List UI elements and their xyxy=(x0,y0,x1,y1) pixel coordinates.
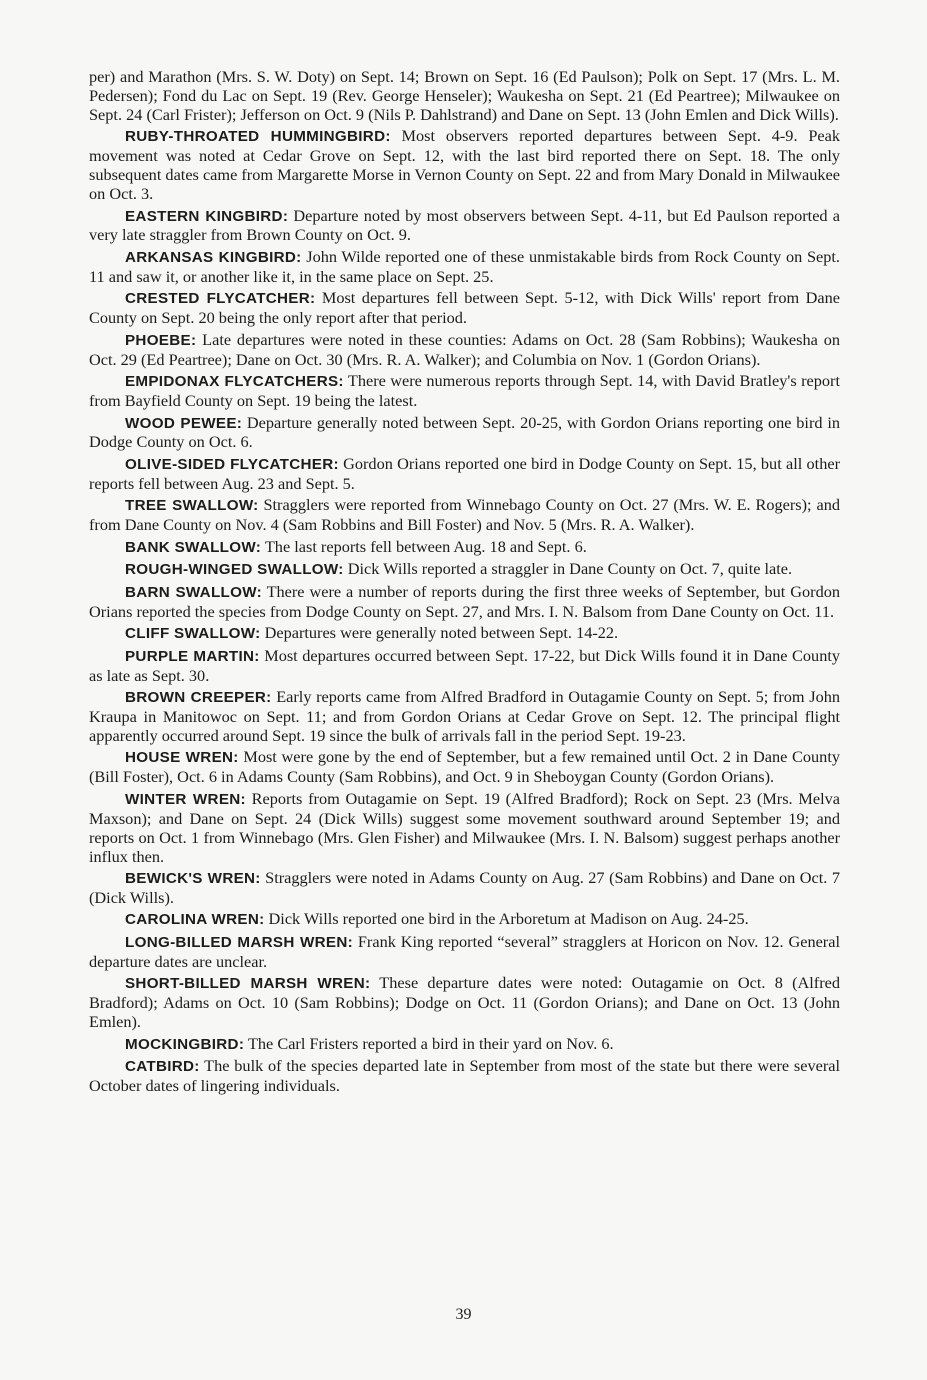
species-entry xyxy=(89,538,840,558)
species-entry xyxy=(89,910,840,930)
species-text: The Carl Fristers reported a bird in their yard on Nov. 6. xyxy=(244,1033,614,1053)
species-entry xyxy=(89,455,840,494)
species-text: Stragglers were noted in Adams County on Aug. 27 (Sam Robbins) and Dane on Oct. 7 (Dick Wills). xyxy=(89,868,840,907)
species-entry xyxy=(89,933,840,972)
species-text: Departure noted by most observers between Sept. 4-11, but Ed Paulson reported a very late straggler from Brown County on Oct. 9. xyxy=(89,205,840,245)
opening-paragraph: per) and Marathon (Mrs. S. W. Doty) on Sept. 14; Brown on Sept. 16 (Ed Paulson); Polk on Sept. 17 (Mrs. L. M. Pedersen); Fond du Lac on Sept. 19 (Rev. George Henseler); Waukesha on Sept. 21 (Ed Peartree); Milwaukee on Sept. 24 (Carl Frister); Jefferson on Oct. 9 (Nils P. Dahlstrand) and Dane on Sept. 13 (John Emlen and Dick Wills). xyxy=(89,67,840,124)
species-text: Departure generally noted between Sept. 20-25, with Gordon Orians reporting one bird in Dodge County on Oct. 6. xyxy=(89,412,840,452)
species-name: PURPLE MARTIN: xyxy=(125,647,260,665)
species-name: PHOEBE: xyxy=(125,331,197,349)
species-name: BROWN CREEPER: xyxy=(125,689,272,707)
species-entry xyxy=(89,688,840,746)
species-name: CAROLINA WREN: xyxy=(125,911,265,929)
species-entry xyxy=(89,560,840,580)
species-text: Gordon Orians reported one bird in Dodge County on Sept. 15, but all other reports fell between Aug. 23 and Sept. 5. xyxy=(89,453,840,493)
species-name: MOCKINGBIRD: xyxy=(125,1035,245,1053)
species-entry xyxy=(89,289,840,328)
species-text: The bulk of the species departed late in September from most of the state but there were several October dates of lingering individuals. xyxy=(89,1056,840,1096)
species-name: BANK SWALLOW: xyxy=(125,538,262,556)
species-entry xyxy=(89,414,840,453)
species-entry xyxy=(89,248,840,287)
species-entry xyxy=(89,624,840,644)
species-entry xyxy=(89,790,840,867)
species-text: Early reports came from Alfred Bradford in Outagamie County on Sept. 5; from John Kraupa in Manitowoc on Sept. 11; and from Gordon Orians at Cedar Grove on Sept. 12. The principal flight apparently occurred around Sept. 19 since the bulk of arrivals fall in the period Sept. 19-23. xyxy=(89,687,841,745)
species-name: ROUGH-WINGED SWALLOW: xyxy=(125,561,344,579)
species-text: Most departures fell between Sept. 5-12, with Dick Wills' report from Dane County on Sept. 20 being the only report after that period. xyxy=(89,288,840,328)
species-text: Dick Wills reported one bird in the Arboretum at Madison on Aug. 24-25. xyxy=(264,909,749,929)
species-text: Stragglers were reported from Winnebago County on Oct. 27 (Mrs. W. E. Rogers); and from Dane County on Nov. 4 (Sam Robbins and Bill Foster) and Nov. 5 (Mrs. R. A. Walker). xyxy=(89,495,840,535)
species-name: CATBIRD: xyxy=(125,1058,200,1076)
species-entry xyxy=(89,869,840,908)
species-entry xyxy=(89,583,840,622)
species-text: Most departures occurred between Sept. 17-22, but Dick Wills found it in Dane County as late as Sept. 30. xyxy=(89,645,840,685)
species-entry xyxy=(89,974,840,1032)
species-text: These departure dates were noted: Outagamie on Oct. 8 (Alfred Bradford); Adams on Oct. 10 (Sam Robbins); Dodge on Oct. 11 (Gordon Orians); and Dane on Oct. 13 (John Emlen). xyxy=(89,973,841,1032)
species-entry xyxy=(89,647,840,686)
species-name: WINTER WREN: xyxy=(125,790,246,808)
species-text: There were a number of reports during the first three weeks of September, but Gordon Orians reported the species from Dodge County on Sept. 27, and Mrs. I. N. Balsom from Dane County on Oct. 11. xyxy=(89,581,840,621)
species-entries xyxy=(89,127,840,1096)
species-text: John Wilde reported one of these unmistakable birds from Rock County on Sept. 11 and saw it, or another like it, in the same place on Sept. 25. xyxy=(89,246,840,286)
species-name: TREE SWALLOW: xyxy=(125,497,259,515)
species-text: Reports from Outagamie on Sept. 19 (Alfred Bradford); Rock on Sept. 23 (Mrs. Melva Maxson); and Dane on Sept. 24 (Dick Wills) suggest some movement southward around September 19; and reports on Oct. 1 from Winnebago (Mrs. Glen Fisher) and Milwaukee (Mrs. I. N. Balsom) suggest perhaps another influx then. xyxy=(89,788,840,866)
species-entry xyxy=(89,372,840,411)
species-entry xyxy=(89,496,840,535)
species-name: WOOD PEWEE: xyxy=(125,414,243,432)
species-entry xyxy=(89,331,840,370)
species-name: EMPIDONAX FLYCATCHERS: xyxy=(125,373,344,391)
species-entry xyxy=(89,207,840,246)
document-body xyxy=(89,68,840,1099)
species-name: ARKANSAS KINGBIRD: xyxy=(125,248,302,266)
species-text: Most observers reported departures between Sept. 4-9. Peak movement was noted at Cedar Grove on Sept. 12, with the last bird reported there on Sept. 18. The only subsequent dates came from Margarette Morse in Vernon County on Sept. 22 and from Mary Donald in Milwaukee on Oct. 3. xyxy=(89,126,840,204)
species-entry xyxy=(89,748,840,787)
species-name: CLIFF SWALLOW: xyxy=(125,625,261,643)
species-name: BARN SWALLOW: xyxy=(125,583,262,601)
species-entry xyxy=(89,127,840,204)
species-name: RUBY-THROATED HUMMINGBIRD: xyxy=(125,128,391,146)
species-text: Most were gone by the end of September, but a few remained until Oct. 2 in Dane County (Bill Foster), Oct. 6 in Adams County (Sam Robbins), and Oct. 9 in Sheboygan County (Gordon Orians). xyxy=(89,747,840,787)
species-text: Frank King reported “several” stragglers at Horicon on Nov. 12. General departure dates are unclear. xyxy=(89,931,840,971)
page-number: 39 xyxy=(455,1306,472,1323)
species-name: SHORT-BILLED MARSH WREN: xyxy=(125,975,371,993)
species-text: The last reports fell between Aug. 18 and Sept. 6. xyxy=(261,536,587,556)
species-text: Dick Wills reported a straggler in Dane County on Oct. 7, quite late. xyxy=(343,559,793,579)
species-name: LONG-BILLED MARSH WREN: xyxy=(125,933,353,951)
species-entry xyxy=(89,1057,840,1096)
species-name: EASTERN KINGBIRD: xyxy=(125,207,289,225)
species-text: There were numerous reports through Sept. 14, with David Bratley's report from Bayfield County on Sept. 19 being the latest. xyxy=(89,371,840,411)
species-name: BEWICK'S WREN: xyxy=(125,870,261,888)
species-name: HOUSE WREN: xyxy=(125,749,239,767)
species-text: Late departures were noted in these counties: Adams on Oct. 28 (Sam Robbins); Waukesha on Oct. 29 (Ed Peartree); Dane on Oct. 30 (Mrs. R. A. Walker); and Columbia on Nov. 1 (Gordon Orians). xyxy=(89,329,840,369)
species-entry xyxy=(89,1035,840,1055)
species-name: OLIVE-SIDED FLYCATCHER: xyxy=(125,455,339,473)
species-text: Departures were generally noted between Sept. 14-22. xyxy=(260,623,619,643)
species-name: CRESTED FLYCATCHER: xyxy=(125,290,316,308)
